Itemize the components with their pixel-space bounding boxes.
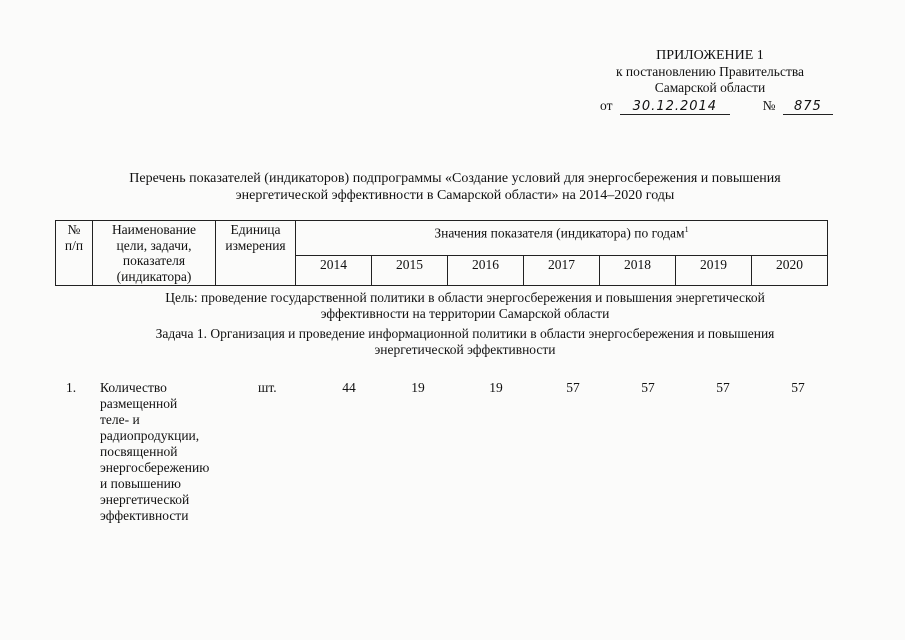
indicator-name-line: энергосбережению	[100, 460, 210, 475]
task-section	[60, 326, 870, 358]
appendix-line-3: Самарской области	[654, 80, 766, 95]
indicator-name-line: эффективности	[100, 508, 189, 523]
header-name-line: цели, задачи,	[116, 237, 192, 253]
appendix-line-2: к постановлению Правительства	[615, 64, 805, 79]
header-number-line: №	[67, 222, 81, 237]
year-cell: 2020	[752, 256, 828, 286]
indicators-table-header	[55, 220, 828, 286]
appendix-title: ПРИЛОЖЕНИЕ 1	[656, 48, 764, 63]
year-cell: 2015	[372, 256, 448, 286]
row-value-2020: 57	[791, 380, 805, 395]
indicator-name-line: энергетической	[100, 492, 190, 507]
year-cell: 2017	[524, 256, 600, 286]
year-cell: 2014	[296, 256, 372, 286]
handwritten-number: 875	[783, 100, 833, 115]
header-name-cell	[93, 221, 216, 286]
row-value-2016: 19	[489, 380, 503, 395]
header-name-line: Наименование	[111, 222, 197, 237]
appendix-header	[560, 48, 860, 96]
indicator-name-line: размещенной	[100, 396, 178, 411]
indicator-name-line: теле- и	[100, 412, 140, 427]
document-title-line-2: энергетической эффективности в Самарской области» на 2014–2020 годы	[235, 188, 675, 203]
row-value-2017: 57	[566, 380, 580, 395]
header-values-cell	[296, 221, 828, 256]
header-name-line: показателя	[122, 253, 186, 268]
row-value-2019: 57	[716, 380, 730, 395]
handwritten-date: 30.12.2014	[620, 100, 730, 115]
goal-line-2: эффективности на территории Самарской области	[320, 306, 610, 321]
indicator-name-line: посвященной	[100, 444, 178, 459]
header-unit-cell	[216, 221, 296, 286]
task-line-2: энергетической эффективности	[374, 342, 556, 357]
year-cell: 2018	[600, 256, 676, 286]
decree-dateline	[600, 98, 833, 115]
values-footnote-mark: 1	[684, 225, 689, 234]
row-indicator-name	[100, 380, 230, 524]
date-prefix: от	[600, 98, 613, 113]
header-name-line: (индикатора)	[116, 268, 192, 284]
goal-section	[60, 290, 870, 322]
values-header-label: Значения показателя (индикатора) по годам	[434, 225, 685, 241]
row-value-2015: 19	[411, 380, 425, 395]
indicator-name-line: и повышению	[100, 476, 181, 491]
indicator-name-line: Количество	[100, 380, 167, 395]
document-title-line-1: Перечень показателей (индикаторов) подпрограммы «Создание условий для энергосбережения и повышения	[129, 171, 781, 186]
header-unit-line: измерения	[225, 237, 286, 253]
row-value-2018: 57	[641, 380, 655, 395]
number-prefix: №	[762, 98, 776, 113]
row-number: 1.	[66, 380, 77, 395]
year-cell: 2019	[676, 256, 752, 286]
year-cell: 2016	[448, 256, 524, 286]
goal-line-1: Цель: проведение государственной политики в области энергосбережения и повышения энергетической	[165, 290, 765, 305]
indicator-name-line: радиопродукции,	[100, 428, 200, 443]
row-value-2014: 44	[342, 380, 356, 395]
header-unit-line: Единица	[230, 222, 281, 237]
document-title	[60, 170, 850, 204]
task-line-1: Задача 1. Организация и проведение информационной политики в области энергосбережения и повышения	[155, 326, 775, 341]
row-unit: шт.	[258, 380, 277, 395]
header-number-line: п/п	[64, 237, 84, 253]
header-number-cell	[56, 221, 93, 286]
